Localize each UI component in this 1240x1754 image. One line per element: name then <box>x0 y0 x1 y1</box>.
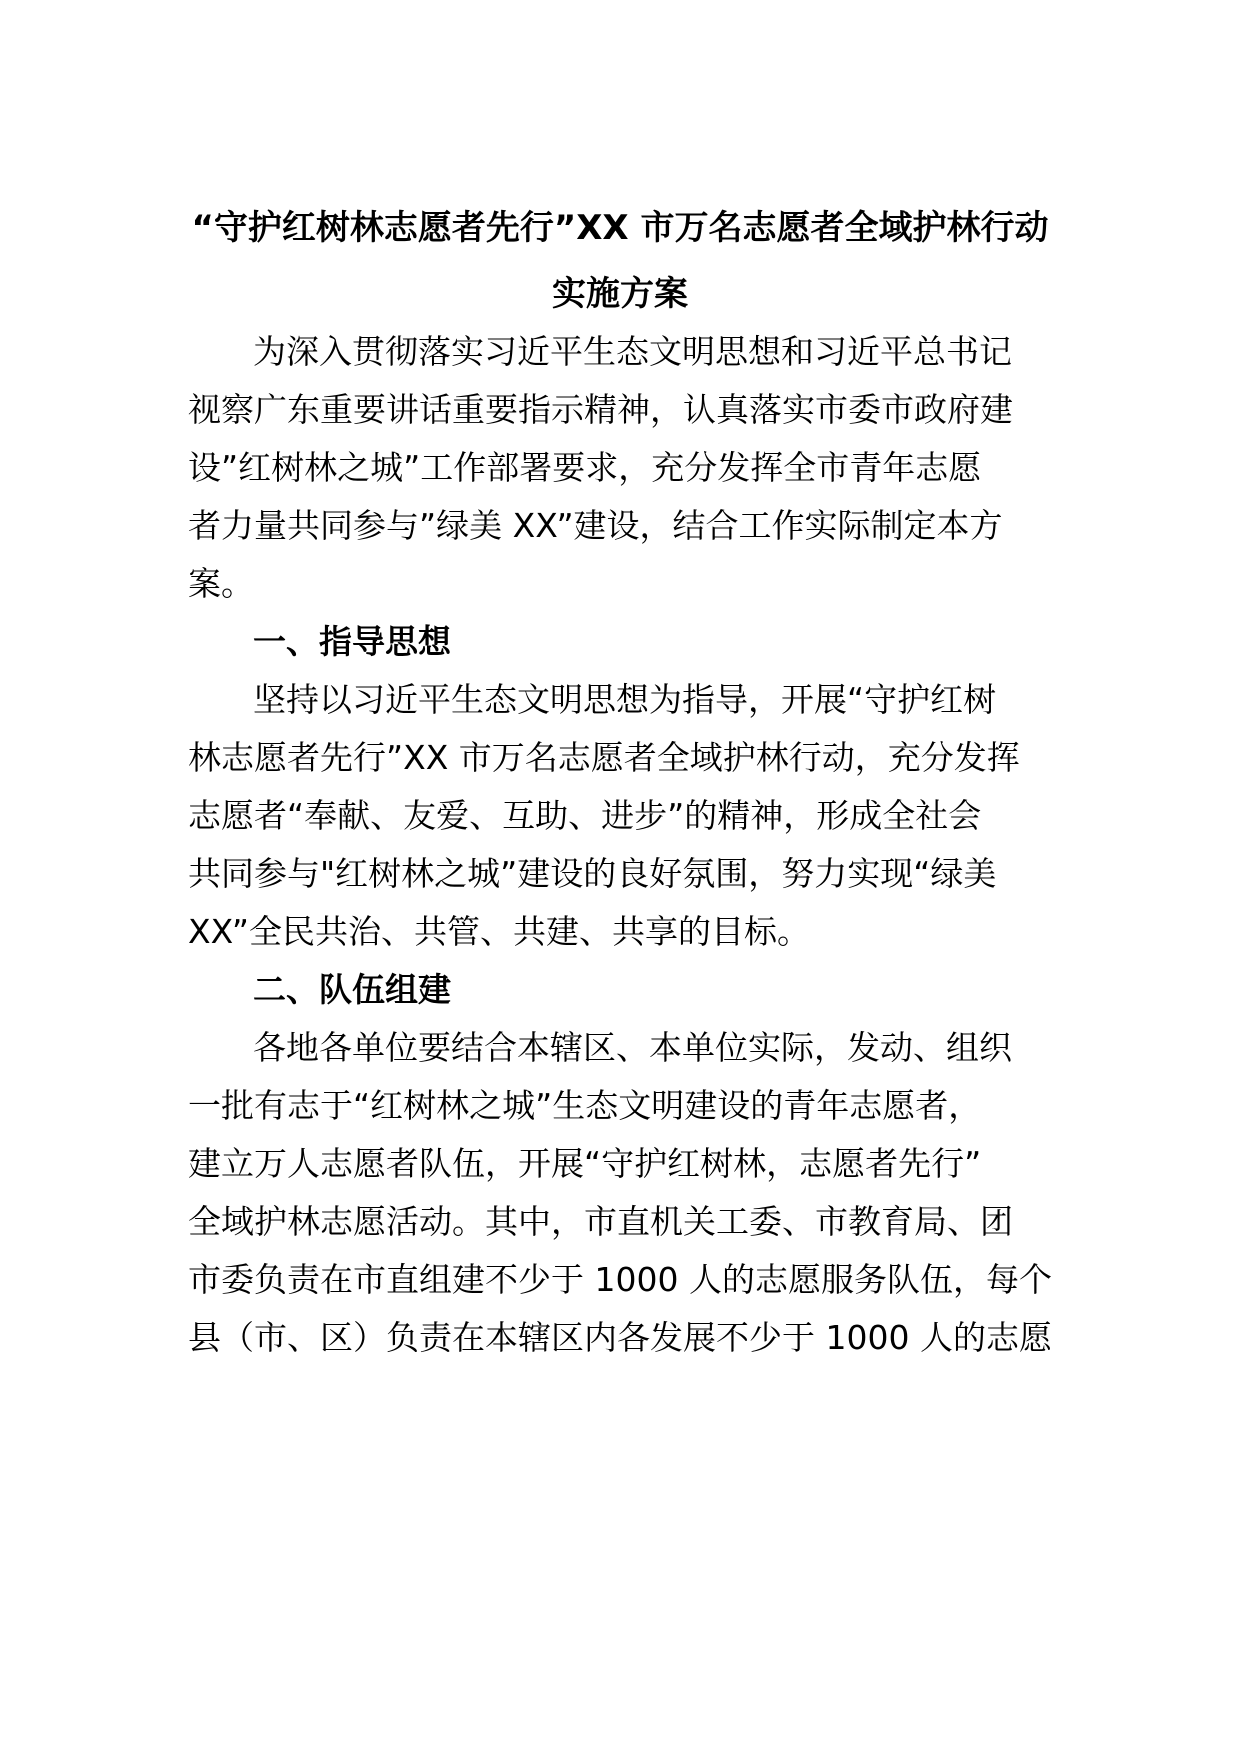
section2-line: 建立万人志愿者队伍，开展“守护红树林，志愿者先行” <box>188 1144 982 1183</box>
section2-line: 县（市、区）负责在本辖区内各发展不少于 1000 人的志愿 <box>188 1318 1052 1357</box>
section-heading-guiding-ideology: 一、指导思想 <box>253 622 451 661</box>
section1-line: 志愿者“奉献、友爱、互助、进步”的精神，形成全社会 <box>188 796 982 835</box>
section2-line: 市委负责在市直组建不少于 1000 人的志愿服务队伍，每个 <box>188 1260 1052 1299</box>
document-title-line-2: 实施方案 <box>552 274 688 314</box>
section2-line: 一批有志于“红树林之城”生态文明建设的青年志愿者， <box>188 1086 982 1125</box>
section1-line: 坚持以习近平生态文明思想为指导，开展“守护红树 <box>253 680 997 719</box>
section1-line: 共同参与"红树林之城”建设的良好氛围，努力实现“绿美 <box>188 854 997 893</box>
intro-line: 案。 <box>188 564 254 603</box>
intro-line: 者力量共同参与”绿美 XX”建设，结合工作实际制定本方 <box>188 506 1003 545</box>
section2-line: 全域护林志愿活动。其中，市直机关工委、市教育局、团 <box>188 1202 1013 1241</box>
section-heading-team-building: 二、队伍组建 <box>253 970 451 1009</box>
intro-line: 为深入贯彻落实习近平生态文明思想和习近平总书记 <box>253 332 1012 371</box>
intro-line: 视察广东重要讲话重要指示精神，认真落实市委市政府建 <box>188 390 1013 429</box>
section1-line: 林志愿者先行”XX 市万名志愿者全域护林行动，充分发挥 <box>188 738 1020 777</box>
section1-line: XX”全民共治、共管、共建、共享的目标。 <box>188 912 810 951</box>
section2-line: 各地各单位要结合本辖区、本单位实际，发动、组织 <box>253 1028 1012 1067</box>
document-title-line-1: “守护红树林志愿者先行”XX 市万名志愿者全域护林行动 <box>191 208 1049 248</box>
intro-line: 设”红树林之城”工作部署要求，充分发挥全市青年志愿 <box>188 448 982 487</box>
